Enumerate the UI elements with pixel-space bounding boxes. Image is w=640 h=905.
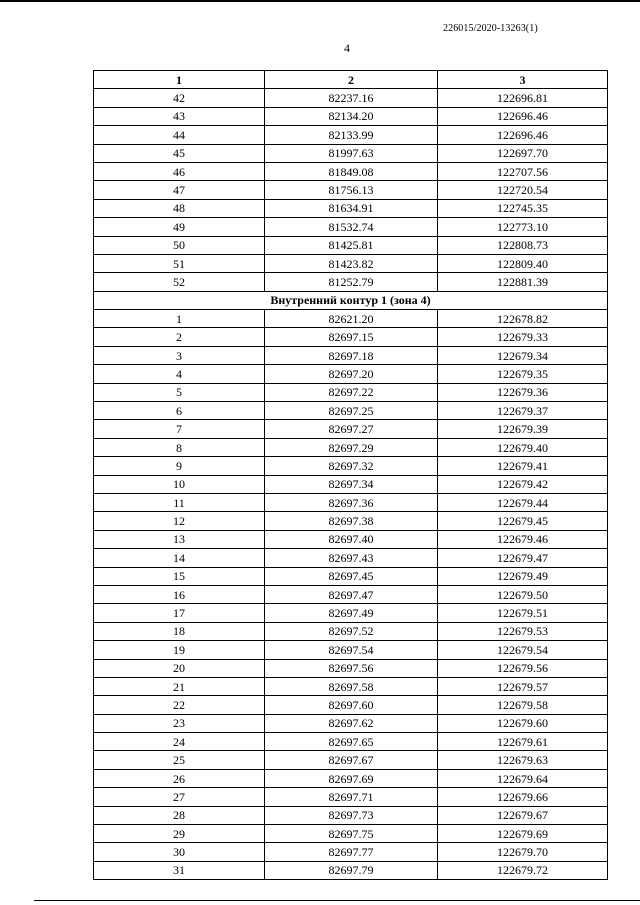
column-header: 2 — [265, 71, 438, 89]
table-row — [94, 622, 608, 640]
y-coordinate-cell: 122679.58 — [438, 696, 608, 714]
table-row — [94, 310, 608, 328]
y-coordinate-cell: 122679.36 — [438, 383, 608, 401]
x-coordinate-cell: 82697.34 — [265, 475, 438, 493]
point-number-cell: 5 — [94, 383, 265, 401]
x-coordinate-cell: 81252.79 — [265, 273, 438, 291]
table-body-top — [94, 89, 608, 291]
point-number-cell: 18 — [94, 622, 265, 640]
y-coordinate-cell: 122679.40 — [438, 438, 608, 456]
table-row — [94, 751, 608, 769]
y-coordinate-cell: 122679.61 — [438, 733, 608, 751]
point-number-cell: 16 — [94, 585, 265, 603]
point-number-cell: 52 — [94, 273, 265, 291]
x-coordinate-cell: 82697.32 — [265, 457, 438, 475]
point-number-cell: 17 — [94, 604, 265, 622]
table-row — [94, 457, 608, 475]
x-coordinate-cell: 82697.25 — [265, 402, 438, 420]
point-number-cell: 25 — [94, 751, 265, 769]
y-coordinate-cell: 122679.41 — [438, 457, 608, 475]
table-row — [94, 788, 608, 806]
column-header: 1 — [94, 71, 265, 89]
x-coordinate-cell: 82697.62 — [265, 714, 438, 732]
y-coordinate-cell: 122679.33 — [438, 328, 608, 346]
x-coordinate-cell: 82697.22 — [265, 383, 438, 401]
y-coordinate-cell: 122679.56 — [438, 659, 608, 677]
point-number-cell: 49 — [94, 218, 265, 236]
y-coordinate-cell: 122679.47 — [438, 549, 608, 567]
y-coordinate-cell: 122679.46 — [438, 530, 608, 548]
point-number-cell: 42 — [94, 89, 265, 107]
x-coordinate-cell: 81634.91 — [265, 199, 438, 217]
y-coordinate-cell: 122696.46 — [438, 107, 608, 125]
point-number-cell: 27 — [94, 788, 265, 806]
point-number-cell: 6 — [94, 402, 265, 420]
point-number-cell: 8 — [94, 438, 265, 456]
y-coordinate-cell: 122679.70 — [438, 843, 608, 861]
point-number-cell: 44 — [94, 126, 265, 144]
x-coordinate-cell: 82697.20 — [265, 365, 438, 383]
y-coordinate-cell: 122773.10 — [438, 218, 608, 236]
x-coordinate-cell: 82697.36 — [265, 493, 438, 511]
x-coordinate-cell: 82133.99 — [265, 126, 438, 144]
x-coordinate-cell: 82697.40 — [265, 530, 438, 548]
point-number-cell: 48 — [94, 199, 265, 217]
table-row — [94, 346, 608, 364]
table-row — [94, 696, 608, 714]
table-row — [94, 714, 608, 732]
x-coordinate-cell: 82697.52 — [265, 622, 438, 640]
table-row — [94, 677, 608, 695]
point-number-cell: 20 — [94, 659, 265, 677]
x-coordinate-cell: 82697.67 — [265, 751, 438, 769]
x-coordinate-cell: 82697.15 — [265, 328, 438, 346]
point-number-cell: 3 — [94, 346, 265, 364]
x-coordinate-cell: 82697.56 — [265, 659, 438, 677]
y-coordinate-cell: 122679.50 — [438, 585, 608, 603]
y-coordinate-cell: 122679.49 — [438, 567, 608, 585]
table-row — [94, 254, 608, 272]
point-number-cell: 29 — [94, 825, 265, 843]
y-coordinate-cell: 122679.34 — [438, 346, 608, 364]
x-coordinate-cell: 82697.18 — [265, 346, 438, 364]
point-number-cell: 51 — [94, 254, 265, 272]
table-row — [94, 328, 608, 346]
x-coordinate-cell: 82697.79 — [265, 861, 438, 879]
table-row — [94, 107, 608, 125]
y-coordinate-cell: 122881.39 — [438, 273, 608, 291]
x-coordinate-cell: 82697.54 — [265, 641, 438, 659]
table-row — [94, 512, 608, 530]
table-row — [94, 438, 608, 456]
x-coordinate-cell: 82697.73 — [265, 806, 438, 824]
y-coordinate-cell: 122697.70 — [438, 144, 608, 162]
table-row — [94, 365, 608, 383]
x-coordinate-cell: 81532.74 — [265, 218, 438, 236]
y-coordinate-cell: 122696.81 — [438, 89, 608, 107]
y-coordinate-cell: 122679.64 — [438, 769, 608, 787]
point-number-cell: 4 — [94, 365, 265, 383]
point-number-cell: 9 — [94, 457, 265, 475]
table-row — [94, 126, 608, 144]
table-body-section — [94, 310, 608, 880]
y-coordinate-cell: 122707.56 — [438, 162, 608, 180]
point-number-cell: 14 — [94, 549, 265, 567]
x-coordinate-cell: 82697.69 — [265, 769, 438, 787]
document-id: 226015/2020-13263(1) — [443, 23, 538, 34]
point-number-cell: 46 — [94, 162, 265, 180]
point-number-cell: 2 — [94, 328, 265, 346]
section-header-group — [94, 291, 608, 309]
y-coordinate-cell: 122679.54 — [438, 641, 608, 659]
point-number-cell: 31 — [94, 861, 265, 879]
point-number-cell: 10 — [94, 475, 265, 493]
point-number-cell: 45 — [94, 144, 265, 162]
table-row — [94, 383, 608, 401]
y-coordinate-cell: 122679.67 — [438, 806, 608, 824]
y-coordinate-cell: 122679.42 — [438, 475, 608, 493]
y-coordinate-cell: 122679.53 — [438, 622, 608, 640]
point-number-cell: 47 — [94, 181, 265, 199]
x-coordinate-cell: 82697.47 — [265, 585, 438, 603]
table-row — [94, 861, 608, 879]
y-coordinate-cell: 122679.72 — [438, 861, 608, 879]
table-row — [94, 769, 608, 787]
top-rule — [0, 0, 640, 2]
table-row — [94, 402, 608, 420]
table-row — [94, 199, 608, 217]
y-coordinate-cell: 122679.60 — [438, 714, 608, 732]
bottom-rule — [34, 900, 640, 901]
x-coordinate-cell: 81756.13 — [265, 181, 438, 199]
table-row — [94, 493, 608, 511]
x-coordinate-cell: 82237.16 — [265, 89, 438, 107]
x-coordinate-cell: 82697.38 — [265, 512, 438, 530]
table-row — [94, 273, 608, 291]
coordinates-table — [93, 70, 608, 880]
point-number-cell: 22 — [94, 696, 265, 714]
x-coordinate-cell: 82697.60 — [265, 696, 438, 714]
table-row — [94, 144, 608, 162]
y-coordinate-cell: 122745.35 — [438, 199, 608, 217]
point-number-cell: 30 — [94, 843, 265, 861]
point-number-cell: 19 — [94, 641, 265, 659]
x-coordinate-cell: 82697.49 — [265, 604, 438, 622]
y-coordinate-cell: 122679.45 — [438, 512, 608, 530]
point-number-cell: 28 — [94, 806, 265, 824]
x-coordinate-cell: 82697.43 — [265, 549, 438, 567]
x-coordinate-cell: 81423.82 — [265, 254, 438, 272]
point-number-cell: 11 — [94, 493, 265, 511]
point-number-cell: 43 — [94, 107, 265, 125]
y-coordinate-cell: 122809.40 — [438, 254, 608, 272]
table-row — [94, 641, 608, 659]
x-coordinate-cell: 81849.08 — [265, 162, 438, 180]
x-coordinate-cell: 82621.20 — [265, 310, 438, 328]
table-row — [94, 549, 608, 567]
y-coordinate-cell: 122679.66 — [438, 788, 608, 806]
y-coordinate-cell: 122678.82 — [438, 310, 608, 328]
y-coordinate-cell: 122679.44 — [438, 493, 608, 511]
table-row — [94, 806, 608, 824]
table-row — [94, 659, 608, 677]
x-coordinate-cell: 82697.65 — [265, 733, 438, 751]
point-number-cell: 24 — [94, 733, 265, 751]
table-row — [94, 89, 608, 107]
x-coordinate-cell: 82697.75 — [265, 825, 438, 843]
table-row — [94, 236, 608, 254]
x-coordinate-cell: 82697.77 — [265, 843, 438, 861]
point-number-cell: 23 — [94, 714, 265, 732]
table-row — [94, 218, 608, 236]
section-title: Внутренний контур 1 (зона 4) — [94, 291, 608, 309]
section-header-row — [94, 291, 608, 309]
point-number-cell: 7 — [94, 420, 265, 438]
point-number-cell: 50 — [94, 236, 265, 254]
y-coordinate-cell: 122679.63 — [438, 751, 608, 769]
table-row — [94, 162, 608, 180]
point-number-cell: 26 — [94, 769, 265, 787]
point-number-cell: 15 — [94, 567, 265, 585]
point-number-cell: 21 — [94, 677, 265, 695]
table-row — [94, 181, 608, 199]
x-coordinate-cell: 82134.20 — [265, 107, 438, 125]
x-coordinate-cell: 82697.45 — [265, 567, 438, 585]
table-row — [94, 604, 608, 622]
y-coordinate-cell: 122696.46 — [438, 126, 608, 144]
table-row — [94, 530, 608, 548]
page-number: 4 — [344, 41, 350, 55]
point-number-cell: 1 — [94, 310, 265, 328]
y-coordinate-cell: 122720.54 — [438, 181, 608, 199]
y-coordinate-cell: 122679.35 — [438, 365, 608, 383]
table-row — [94, 825, 608, 843]
y-coordinate-cell: 122679.51 — [438, 604, 608, 622]
table-row — [94, 475, 608, 493]
y-coordinate-cell: 122679.39 — [438, 420, 608, 438]
table-row — [94, 843, 608, 861]
point-number-cell: 13 — [94, 530, 265, 548]
table-row — [94, 420, 608, 438]
column-header: 3 — [438, 71, 608, 89]
x-coordinate-cell: 82697.71 — [265, 788, 438, 806]
x-coordinate-cell: 82697.58 — [265, 677, 438, 695]
point-number-cell: 12 — [94, 512, 265, 530]
table-row — [94, 585, 608, 603]
y-coordinate-cell: 122679.37 — [438, 402, 608, 420]
x-coordinate-cell: 81997.63 — [265, 144, 438, 162]
table-row — [94, 567, 608, 585]
y-coordinate-cell: 122679.69 — [438, 825, 608, 843]
x-coordinate-cell: 82697.27 — [265, 420, 438, 438]
y-coordinate-cell: 122808.73 — [438, 236, 608, 254]
x-coordinate-cell: 82697.29 — [265, 438, 438, 456]
table-header-row — [94, 71, 608, 89]
x-coordinate-cell: 81425.81 — [265, 236, 438, 254]
y-coordinate-cell: 122679.57 — [438, 677, 608, 695]
table-row — [94, 733, 608, 751]
